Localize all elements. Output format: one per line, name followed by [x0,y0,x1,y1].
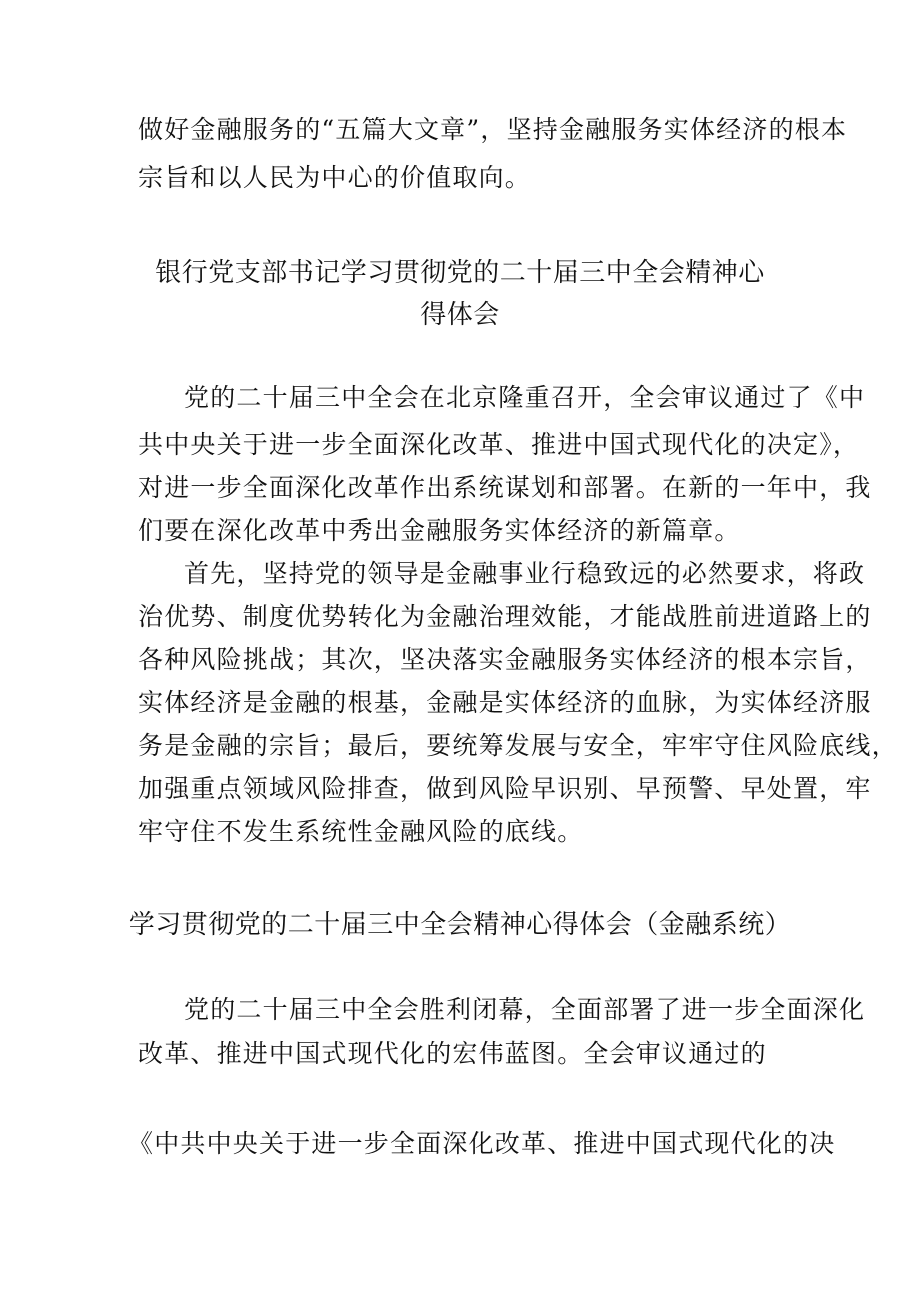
section1-paragraph2-line-4: 实体经济是金融的根基，金融是实体经济的血脉，为实体经济服 [138,688,872,717]
section2-title: 学习贯彻党的二十届三中全会精神心得体会（金融系统） [128,910,792,940]
section1-paragraph1-line-3: 对进一步全面深化改革作出系统谋划和部署。在新的一年中，我 [138,473,872,502]
section2-paragraph1-line-1: 党的二十届三中全会胜利闭幕，全面部署了进一步全面深化 [184,995,866,1024]
section1-paragraph1-line-1: 党的二十届三中全会在北京隆重召开，全会审议通过了《中 [184,383,866,412]
section1-title-line-2: 得体会 [420,300,500,330]
section1-paragraph1-line-2: 共中央关于进一步全面深化改革、推进中国式现代化的决定》， [138,430,860,459]
section2-paragraph1-line-2: 改革、推进中国式现代化的宏伟蓝图。全会审议通过的 [138,1039,767,1068]
section1-paragraph2-line-7: 牢守住不发生系统性金融风险的底线。 [138,817,584,846]
section1-title-line-1: 银行党支部书记学习贯彻党的二十届三中全会精神心 [155,258,765,288]
section1-paragraph2-line-3: 各种风险挑战；其次，坚决落实金融服务实体经济的根本宗旨， [138,645,872,674]
section1-paragraph2-line-5: 务是金融的宗旨；最后，要统筹发展与安全，牢牢守住风险底线， [138,731,898,760]
intro-line-1: 做好金融服务的“五篇大文章”，坚持金融服务实体经济的根本 [138,115,848,144]
section1-paragraph1-line-4: 们要在深化改革中秀出金融服务实体经济的新篇章。 [138,516,741,545]
section1-paragraph2-line-1: 首先，坚持党的领导是金融事业行稳致远的必然要求，将政 [184,559,866,588]
intro-line-2: 宗旨和以人民为中心的价值取向。 [138,163,532,192]
section1-paragraph2-line-6: 加强重点领域风险排查，做到风险早识别、早预警、早处置，牢 [138,774,872,803]
section2-paragraph2-line-1: 《中共中央关于进一步全面深化改革、推进中国式现代化的决 [128,1129,836,1158]
section1-paragraph2-line-2: 治优势、制度优势转化为金融治理效能，才能战胜前进道路上的 [138,602,872,631]
